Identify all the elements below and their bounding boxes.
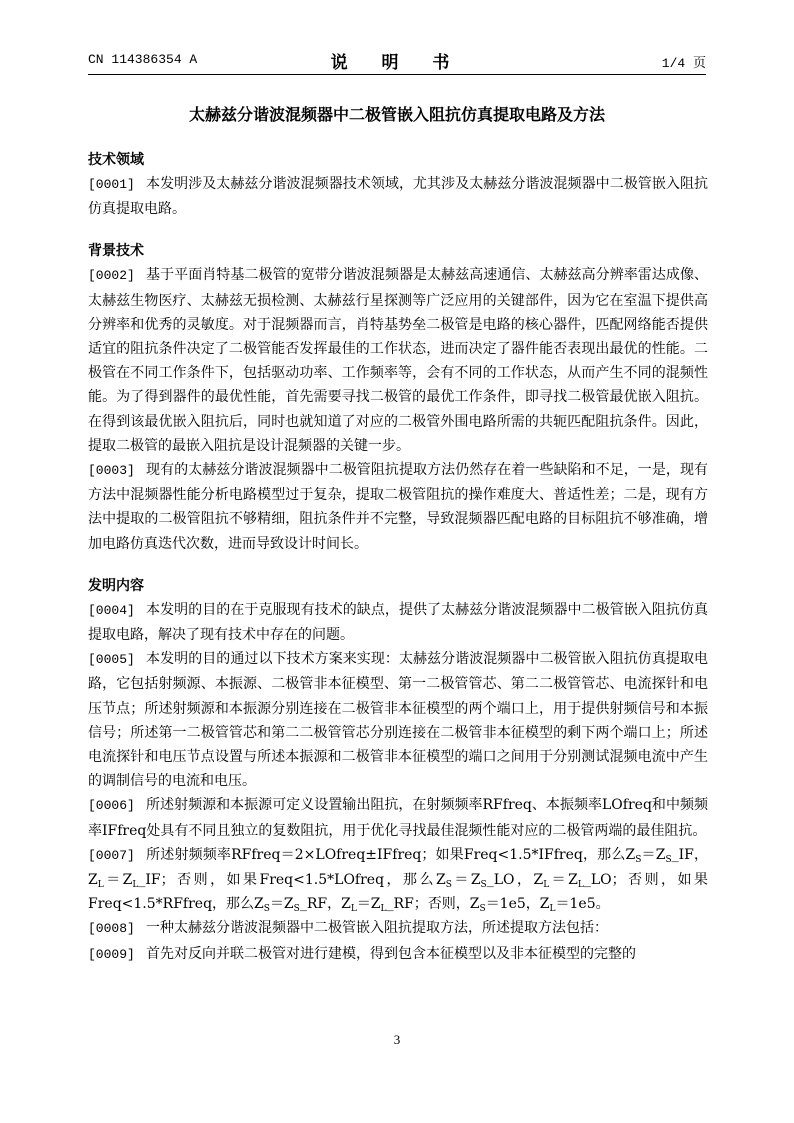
paragraph-text: 本发明的目的通过以下技术方案来实现：太赫兹分谐波混频器中二极管嵌入阻抗仿真提取电路，它包括射频源、本振源、二极管非本征模型、第一二极管管芯、第二二极管管芯、电流探针和电压节点；所述射频源和本振源分别连接在二极管非本征模型的两个端口上，用于提供射频信号和本振信号；所述第一二极管管芯和第二二极管管芯分别连接在二极管非本征模型的剩下两个端口上；所述电流探针和电压节点设置与所述本振源和二极管非本征模型的端口之间用于分别测试混频电流中产生的调制信号的电流和电压。	[88, 651, 708, 790]
paragraph-text: 基于平面肖特基二极管的宽带分谐波混频器是太赫兹高速通信、太赫兹高分辨率雷达成像、太赫兹生物医疗、太赫兹无损检测、太赫兹行星探测等广泛应用的关键部件，因为它在室温下提供高分辨率和优秀的灵敏度。对于混频器而言，肖特基势垒二极管是电路的核心器件，匹配网络能否提供适宜的阻抗条件决定了二极管能否发挥最佳的工作状态，进而决定了器件能否表现出最优的性能。二极管在不同工作条件下，包括驱动功率、工作频率等，会有不同的工作状态，从而产生不同的混频性能。为了得到器件的最优性能，首先需要寻找二极管的最优工作条件，即寻找二极管最优嵌入阻抗。在得到该最优嵌入阻抗后，同时也就知道了对应的二极管外围电路所需的共轭匹配阻抗条件。因此，提取二极管的最嵌入阻抗是设计混频器的关键一步。	[88, 267, 708, 454]
paragraph-text: _IF，Z	[88, 846, 709, 889]
paragraph-text: _RF，Z	[299, 896, 351, 913]
subscript: S	[263, 904, 270, 915]
paragraph-text: ＝Z	[641, 846, 666, 863]
paragraph-number: [0001]	[88, 177, 135, 192]
paragraph-text: ＝1e5，Z	[485, 896, 550, 913]
paragraph	[88, 793, 708, 842]
paragraph-text: 所述射频源和本振源可定义设置输出阻抗，在射频频率RFfreq、本振频率LOfreq和中频频率IFfreq处具有不同且独立的复数阻抗，用于优化寻找最佳混频性能对应的二极管两端的最佳阻抗。	[88, 797, 708, 839]
paragraph-text: ＝Z	[356, 896, 381, 913]
paragraph-number: [0009]	[88, 946, 135, 962]
subscript: S	[665, 854, 672, 865]
paragraph-text: _LO，Z	[486, 872, 544, 889]
paragraph-text: 本发明的目的在于克服现有技术的缺点，提供了太赫兹分谐波混频器中二极管嵌入阻抗仿真提取电路，解决了现有技术中存在的问题。	[88, 601, 708, 644]
paragraph-text: ＝1e5。	[555, 896, 610, 913]
subscript: S	[293, 904, 300, 915]
header-divider	[88, 74, 706, 75]
subscript: L	[549, 904, 556, 915]
document-body	[88, 148, 708, 967]
paragraph	[88, 647, 708, 793]
document-title: 太赫兹分谐波混频器中二极管嵌入阻抗仿真提取电路及方法	[188, 105, 605, 124]
page-header	[88, 48, 706, 74]
paragraph-text: ＝Z	[269, 896, 294, 913]
section	[88, 239, 708, 555]
paragraph-text: ＝Z	[103, 872, 133, 889]
subscript: L	[97, 880, 104, 891]
paragraph-number: [0004]	[88, 602, 135, 618]
paragraph	[88, 916, 708, 941]
paragraph	[88, 942, 708, 967]
paragraph-number: [0008]	[88, 921, 135, 937]
document-type: 说 明 书	[330, 53, 464, 73]
paragraph-text: 所述射频频率RFfreq＝2×LOfreq±IFfreq；如果Freq<1.5*IFfreq，那么Z	[146, 846, 636, 863]
subscript: S	[480, 880, 487, 891]
section	[88, 574, 708, 967]
paragraph-text: 现有的太赫兹分谐波混频器中二极管阻抗提取方法仍然存在着一些缺陷和不足，一是，现有方法中混频器性能分析电路模型过于复杂，提取二极管阻抗的操作难度大、普适性差；二是，现有方法中提取的二极管阻抗不够精细，阻抗条件并不完整，导致混频器匹配电路的目标阻抗不够准确，增加电路仿真迭代次数，进而导致设计时间长。	[88, 462, 708, 552]
paragraph-number: [0003]	[88, 463, 135, 479]
paragraph-text: _IF；否则，如果Freq<1.5*LOfreq，那么Z	[138, 872, 446, 889]
paragraph-text: ＝Z	[451, 872, 481, 889]
paragraph-text: 首先对反向并联二极管对进行建模，得到包含本征模型以及非本征模型的完整的	[146, 945, 636, 962]
section	[88, 148, 708, 221]
page-number: 3	[393, 1032, 401, 1047]
subscript: L	[577, 880, 584, 891]
paragraph-number: [0005]	[88, 652, 135, 668]
page-indicator: 1/4 页	[661, 56, 706, 71]
subscript: S	[445, 880, 452, 891]
paragraph-number: [0002]	[88, 268, 135, 284]
paragraph-number: [0006]	[88, 798, 135, 814]
paragraph-text: _LO；否则，如果Freq<1.5*RFfreq，那么Z	[88, 872, 709, 913]
section-heading: 技术领域	[88, 152, 144, 168]
subscript: L	[380, 904, 387, 915]
paragraph-text: _RF；否则，Z	[386, 896, 480, 913]
section-heading: 发明内容	[88, 577, 144, 594]
paragraph	[88, 598, 708, 647]
subscript: S	[479, 904, 486, 915]
subscript: L	[543, 880, 550, 891]
paragraph	[88, 172, 708, 221]
paragraph-text: 本发明涉及太赫兹分谐波混频器技术领域，尤其涉及太赫兹分谐波混频器中二极管嵌入阻抗仿真提取电路。	[88, 176, 708, 218]
paragraph-number: [0007]	[88, 847, 135, 863]
paragraph	[88, 843, 708, 917]
publication-number: CN 114386354 A	[88, 52, 198, 67]
subscript: L	[132, 880, 139, 891]
paragraph	[88, 263, 708, 458]
section-heading: 背景技术	[88, 243, 144, 260]
subscript: S	[635, 854, 642, 865]
subscript: L	[350, 904, 357, 915]
paragraph-text: ＝Z	[549, 872, 578, 889]
paragraph-text: 一种太赫兹分谐波混频器中二极管嵌入阻抗提取方法，所述提取方法包括：	[146, 920, 608, 937]
paragraph	[88, 458, 708, 556]
